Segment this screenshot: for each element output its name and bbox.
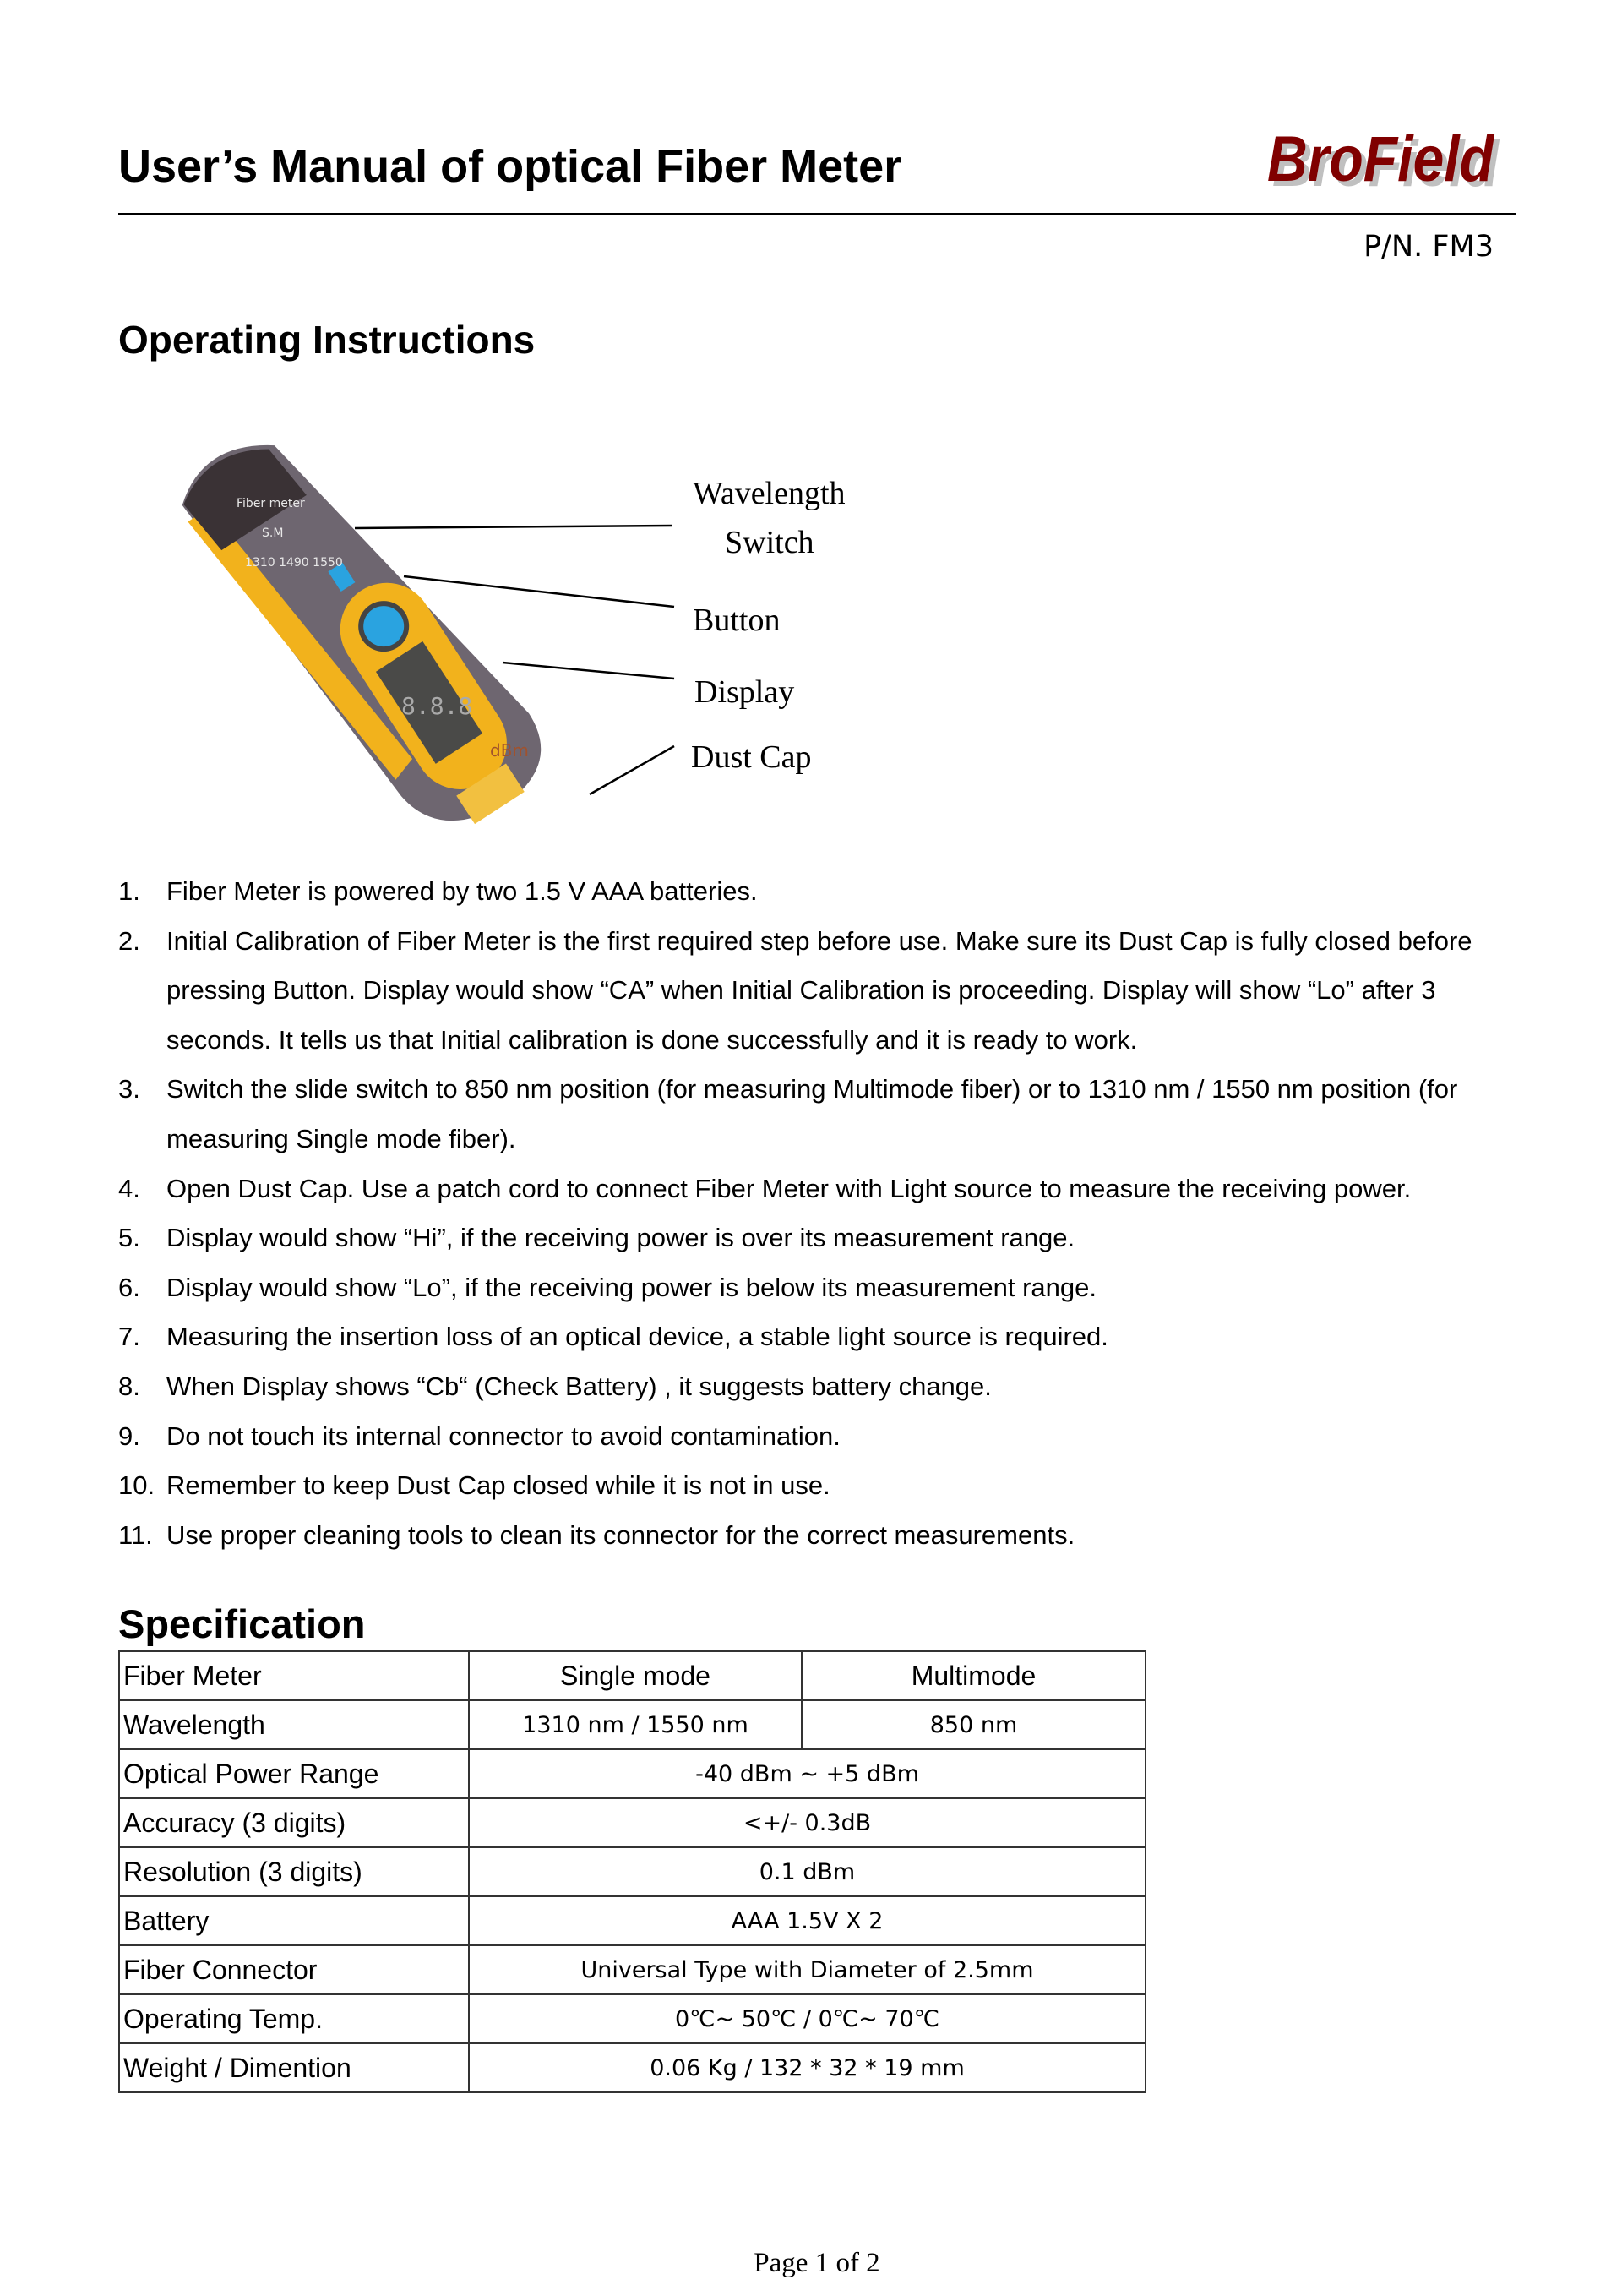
device-mode-label: S.M — [262, 526, 284, 540]
step-number: 9. — [118, 1421, 140, 1451]
header-rule — [118, 213, 1516, 215]
callout-display: Display — [694, 674, 795, 710]
document-title: User’s Manual of optical Fiber Meter — [118, 141, 902, 192]
step-number: 11. — [118, 1519, 153, 1550]
page-number: Page 1 of 2 — [754, 2248, 880, 2278]
table-row — [119, 1896, 1146, 1945]
table-cell: Universal Type with Diameter of 2.5mm — [469, 1945, 1146, 1994]
table-cell: Fiber Meter — [119, 1651, 469, 1700]
device-wavelength-marks: 1310 1490 1550 — [245, 556, 343, 570]
table-cell: Battery — [119, 1896, 469, 1945]
table-cell: Single mode — [469, 1651, 802, 1700]
table-cell: 1310 nm / 1550 nm — [469, 1700, 802, 1749]
logo-text: BroField — [1267, 125, 1495, 195]
table-cell: Accuracy (3 digits) — [119, 1798, 469, 1847]
table-cell: Resolution (3 digits) — [119, 1847, 469, 1896]
specification-table — [118, 1650, 1146, 2093]
list-item — [118, 1511, 1538, 1561]
list-item — [118, 1312, 1538, 1362]
table-row — [119, 1700, 1146, 1749]
table-cell: Multimode — [802, 1651, 1146, 1700]
step-text: Do not touch its internal connector to avoid contamination. — [166, 1421, 841, 1451]
table-cell: Fiber Connector — [119, 1945, 469, 1994]
step-text: When Display shows “Cb“ (Check Battery) , it suggests battery change. — [166, 1371, 992, 1401]
list-item — [118, 1164, 1538, 1214]
step-number: 8. — [118, 1371, 140, 1401]
step-text: Fiber Meter is powered by two 1.5 V AAA batteries. — [166, 876, 758, 906]
fiber-meter-photo — [127, 380, 634, 841]
step-number: 10. — [118, 1470, 155, 1501]
device-display-digits: 8.8.8 — [401, 692, 473, 720]
step-number: 2. — [118, 925, 140, 956]
callout-dust-cap: Dust Cap — [691, 739, 812, 775]
table-cell: 0.06 Kg / 132 * 32 * 19 mm — [469, 2043, 1146, 2092]
list-item — [118, 1263, 1538, 1313]
operating-instructions-heading: Operating Instructions — [118, 318, 536, 362]
step-text: Measuring the insertion loss of an optical device, a stable light source is required. — [166, 1322, 1108, 1352]
step-text: Use proper cleaning tools to clean its connector for the correct measurements. — [166, 1519, 1075, 1550]
table-row — [119, 1945, 1146, 1994]
list-item — [118, 1412, 1538, 1462]
step-text: Switch the slide switch to 850 nm position (for measuring Multimode fiber) or to 1310 nm / 1550 nm position (for measuring Single mode fiber). — [166, 1074, 1458, 1153]
table-row — [119, 1798, 1146, 1847]
table-cell: AAA 1.5V X 2 — [469, 1896, 1146, 1945]
step-text: Display would show “Lo”, if the receiving power is below its measurement range. — [166, 1272, 1097, 1302]
table-row — [119, 1749, 1146, 1798]
step-text: Initial Calibration of Fiber Meter is the first required step before use. Make sure its Dust Cap is fully closed before pressing Button. Display would show “CA” when Initial Calibration is proceeding. Display will show “Lo” after 3 seconds. It tells us that Initial calibration is done successfully and it is ready to work. — [166, 925, 1472, 1055]
step-number: 7. — [118, 1322, 140, 1352]
device-unit-label: dBm — [490, 740, 529, 761]
step-number: 5. — [118, 1223, 140, 1253]
step-number: 3. — [118, 1074, 140, 1104]
table-cell: Operating Temp. — [119, 1994, 469, 2043]
specification-heading: Specification — [118, 1601, 366, 1646]
table-cell: Weight / Dimention — [119, 2043, 469, 2092]
step-number: 1. — [118, 876, 140, 906]
device-brand-label: Fiber meter — [237, 497, 305, 510]
list-item — [118, 867, 1538, 917]
table-row — [119, 1994, 1146, 2043]
table-cell: Wavelength — [119, 1700, 469, 1749]
instruction-list — [118, 867, 1538, 1560]
callout-button: Button — [693, 603, 781, 638]
table-row — [119, 1847, 1146, 1896]
list-item — [118, 917, 1538, 1066]
step-text: Display would show “Hi”, if the receiving power is over its measurement range. — [166, 1223, 1075, 1253]
table-row — [119, 1651, 1146, 1700]
part-number: P/N. FM3 — [1363, 230, 1494, 264]
table-cell: 850 nm — [802, 1700, 1146, 1749]
step-text: Open Dust Cap. Use a patch cord to connect Fiber Meter with Light source to measure the receiving power. — [166, 1173, 1412, 1203]
table-cell: <+/- 0.3dB — [469, 1798, 1146, 1847]
list-item — [118, 1065, 1538, 1164]
list-item — [118, 1362, 1538, 1412]
list-item — [118, 1461, 1538, 1511]
callout-switch: Switch — [725, 525, 814, 560]
table-cell: 0.1 dBm — [469, 1847, 1146, 1896]
table-cell: -40 dBm ~ +5 dBm — [469, 1749, 1146, 1798]
brofield-logo — [1264, 125, 1509, 201]
list-item — [118, 1213, 1538, 1263]
table-cell: 0℃~ 50℃ / 0℃~ 70℃ — [469, 1994, 1146, 2043]
step-text: Remember to keep Dust Cap closed while it is not in use. — [166, 1470, 830, 1501]
step-number: 4. — [118, 1173, 140, 1203]
table-cell: Optical Power Range — [119, 1749, 469, 1798]
table-row — [119, 2043, 1146, 2092]
step-number: 6. — [118, 1272, 140, 1302]
callout-wavelength: Wavelength — [693, 476, 846, 511]
